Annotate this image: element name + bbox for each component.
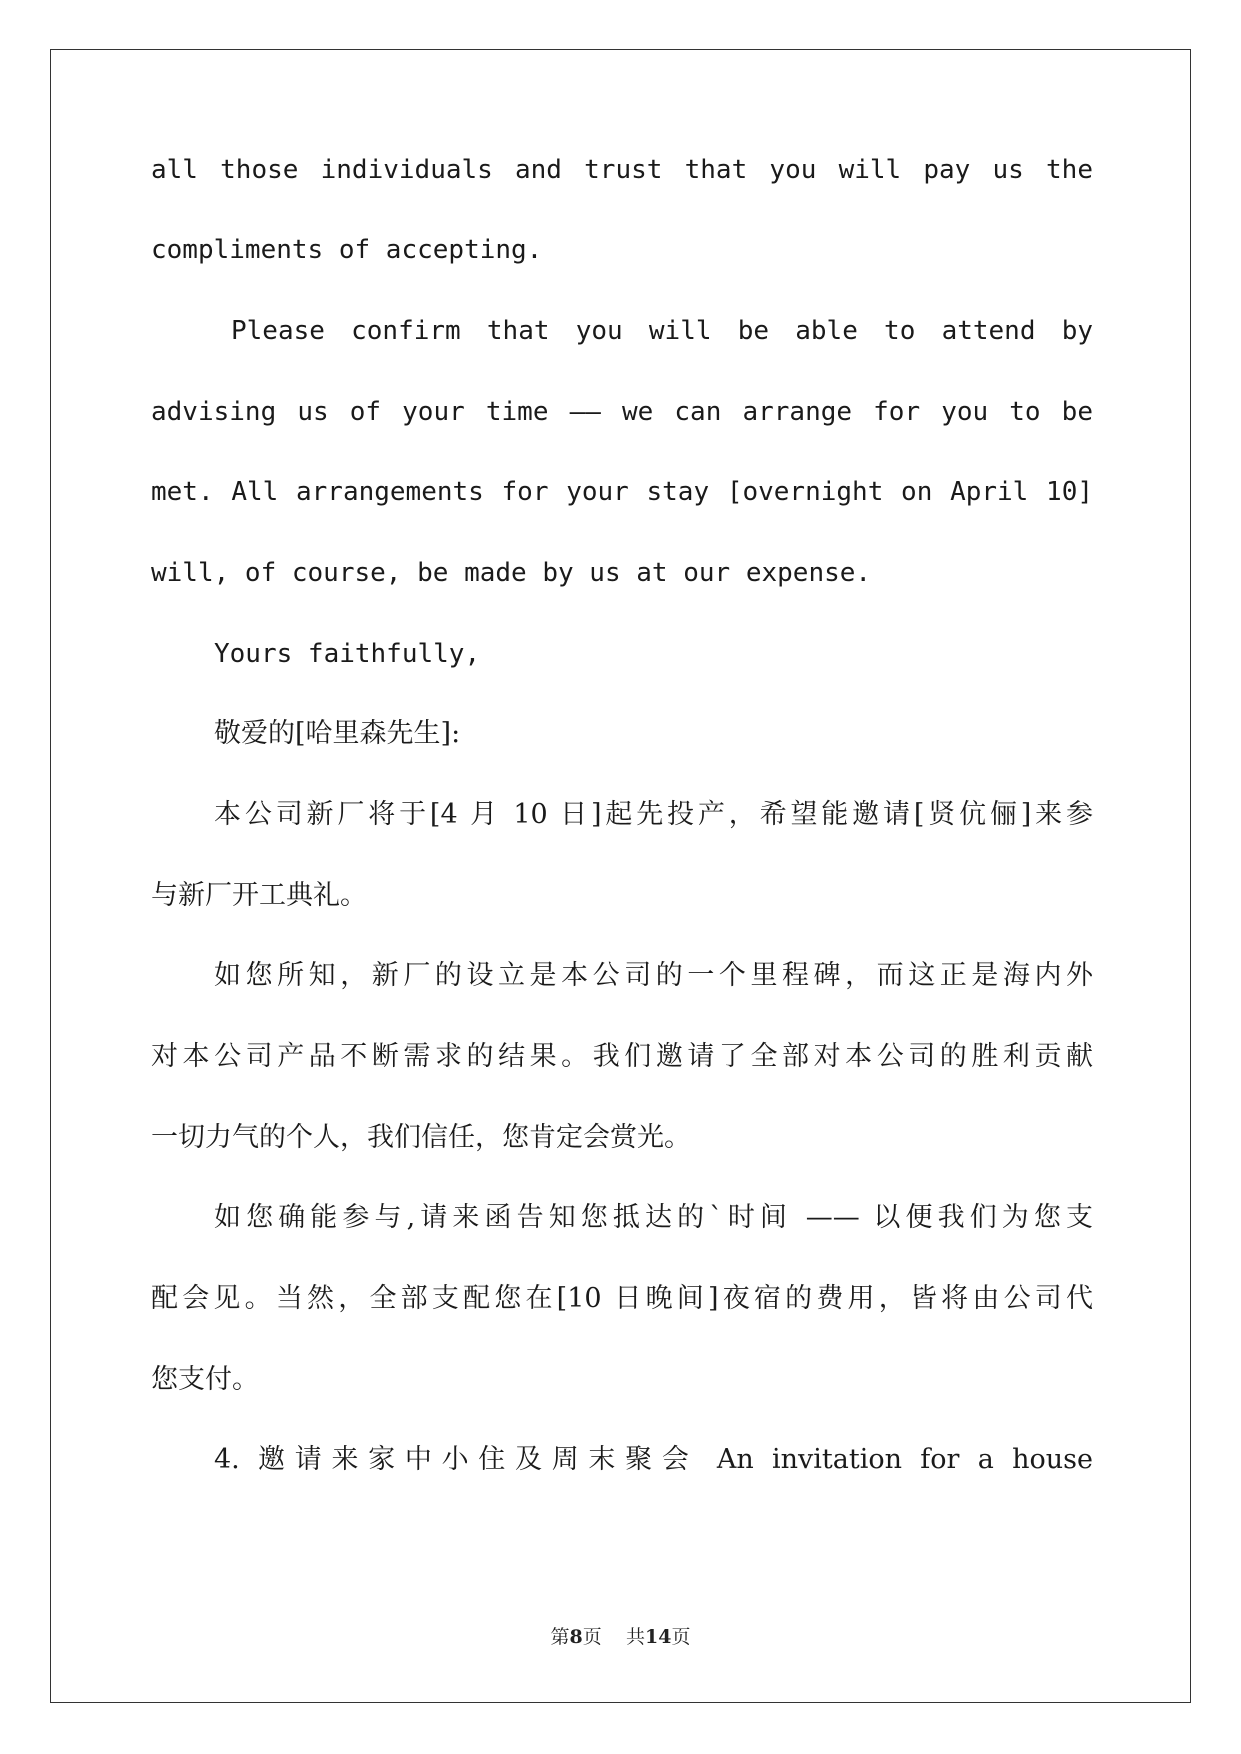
paragraph-2-line-3: met. All arrangements for your stay [overnight on April 10] xyxy=(151,477,1093,507)
paragraph-6-line-1: 如您所知，新厂的设立是本公司的一个里程碑，而这正是海内外 xyxy=(214,960,1093,991)
paragraph-7-line-3: 您支付。 xyxy=(151,1364,259,1395)
paragraph-1-line-1: all those individuals and trust that you will pay us the xyxy=(151,155,1093,185)
closing-salutation: Yours faithfully, xyxy=(214,639,481,669)
paragraph-5-line-2: 与新厂开工典礼。 xyxy=(151,880,367,911)
paragraph-2-line-2: advising us of your time —— we can arrange for you to be xyxy=(151,397,1093,427)
paragraph-5-line-1: 本公司新厂将于[4 月 10 日]起先投产，希望能邀请[贤伉俪]来参 xyxy=(214,799,1093,830)
total-label-prefix: 共 xyxy=(625,1626,645,1648)
total-pages: 14 xyxy=(644,1626,672,1648)
total-label-suffix: 页 xyxy=(671,1626,691,1648)
chinese-greeting: 敬爱的[哈里森先生]: xyxy=(214,718,461,749)
paragraph-2-line-1: Please confirm that you will be able to attend by xyxy=(231,316,1093,346)
paragraph-6-line-3: 一切力气的个人，我们信任，您肯定会赏光。 xyxy=(151,1122,691,1153)
paragraph-7-line-1: 如您确能参与,请来函告知您抵达的`时间 —— 以便我们为您支 xyxy=(214,1202,1093,1233)
paragraph-6-line-2: 对本公司产品不断需求的结果。我们邀请了全部对本公司的胜利贡献 xyxy=(151,1041,1093,1072)
page-label-prefix: 第 xyxy=(550,1626,570,1648)
paragraph-7-line-2: 配会见。当然，全部支配您在[10 日晚间]夜宿的费用，皆将由公司代 xyxy=(151,1283,1093,1314)
paragraph-2-line-4: will, of course, be made by us at our expense. xyxy=(151,558,872,588)
paragraph-1-line-2: compliments of accepting. xyxy=(151,235,543,265)
page-number: 8 xyxy=(569,1626,583,1648)
page-footer xyxy=(0,1622,1241,1649)
section-heading-4: 4. 邀请来家中小住及周末聚会 An invitation for a house xyxy=(214,1444,1093,1475)
page-label-suffix: 页 xyxy=(582,1626,602,1648)
